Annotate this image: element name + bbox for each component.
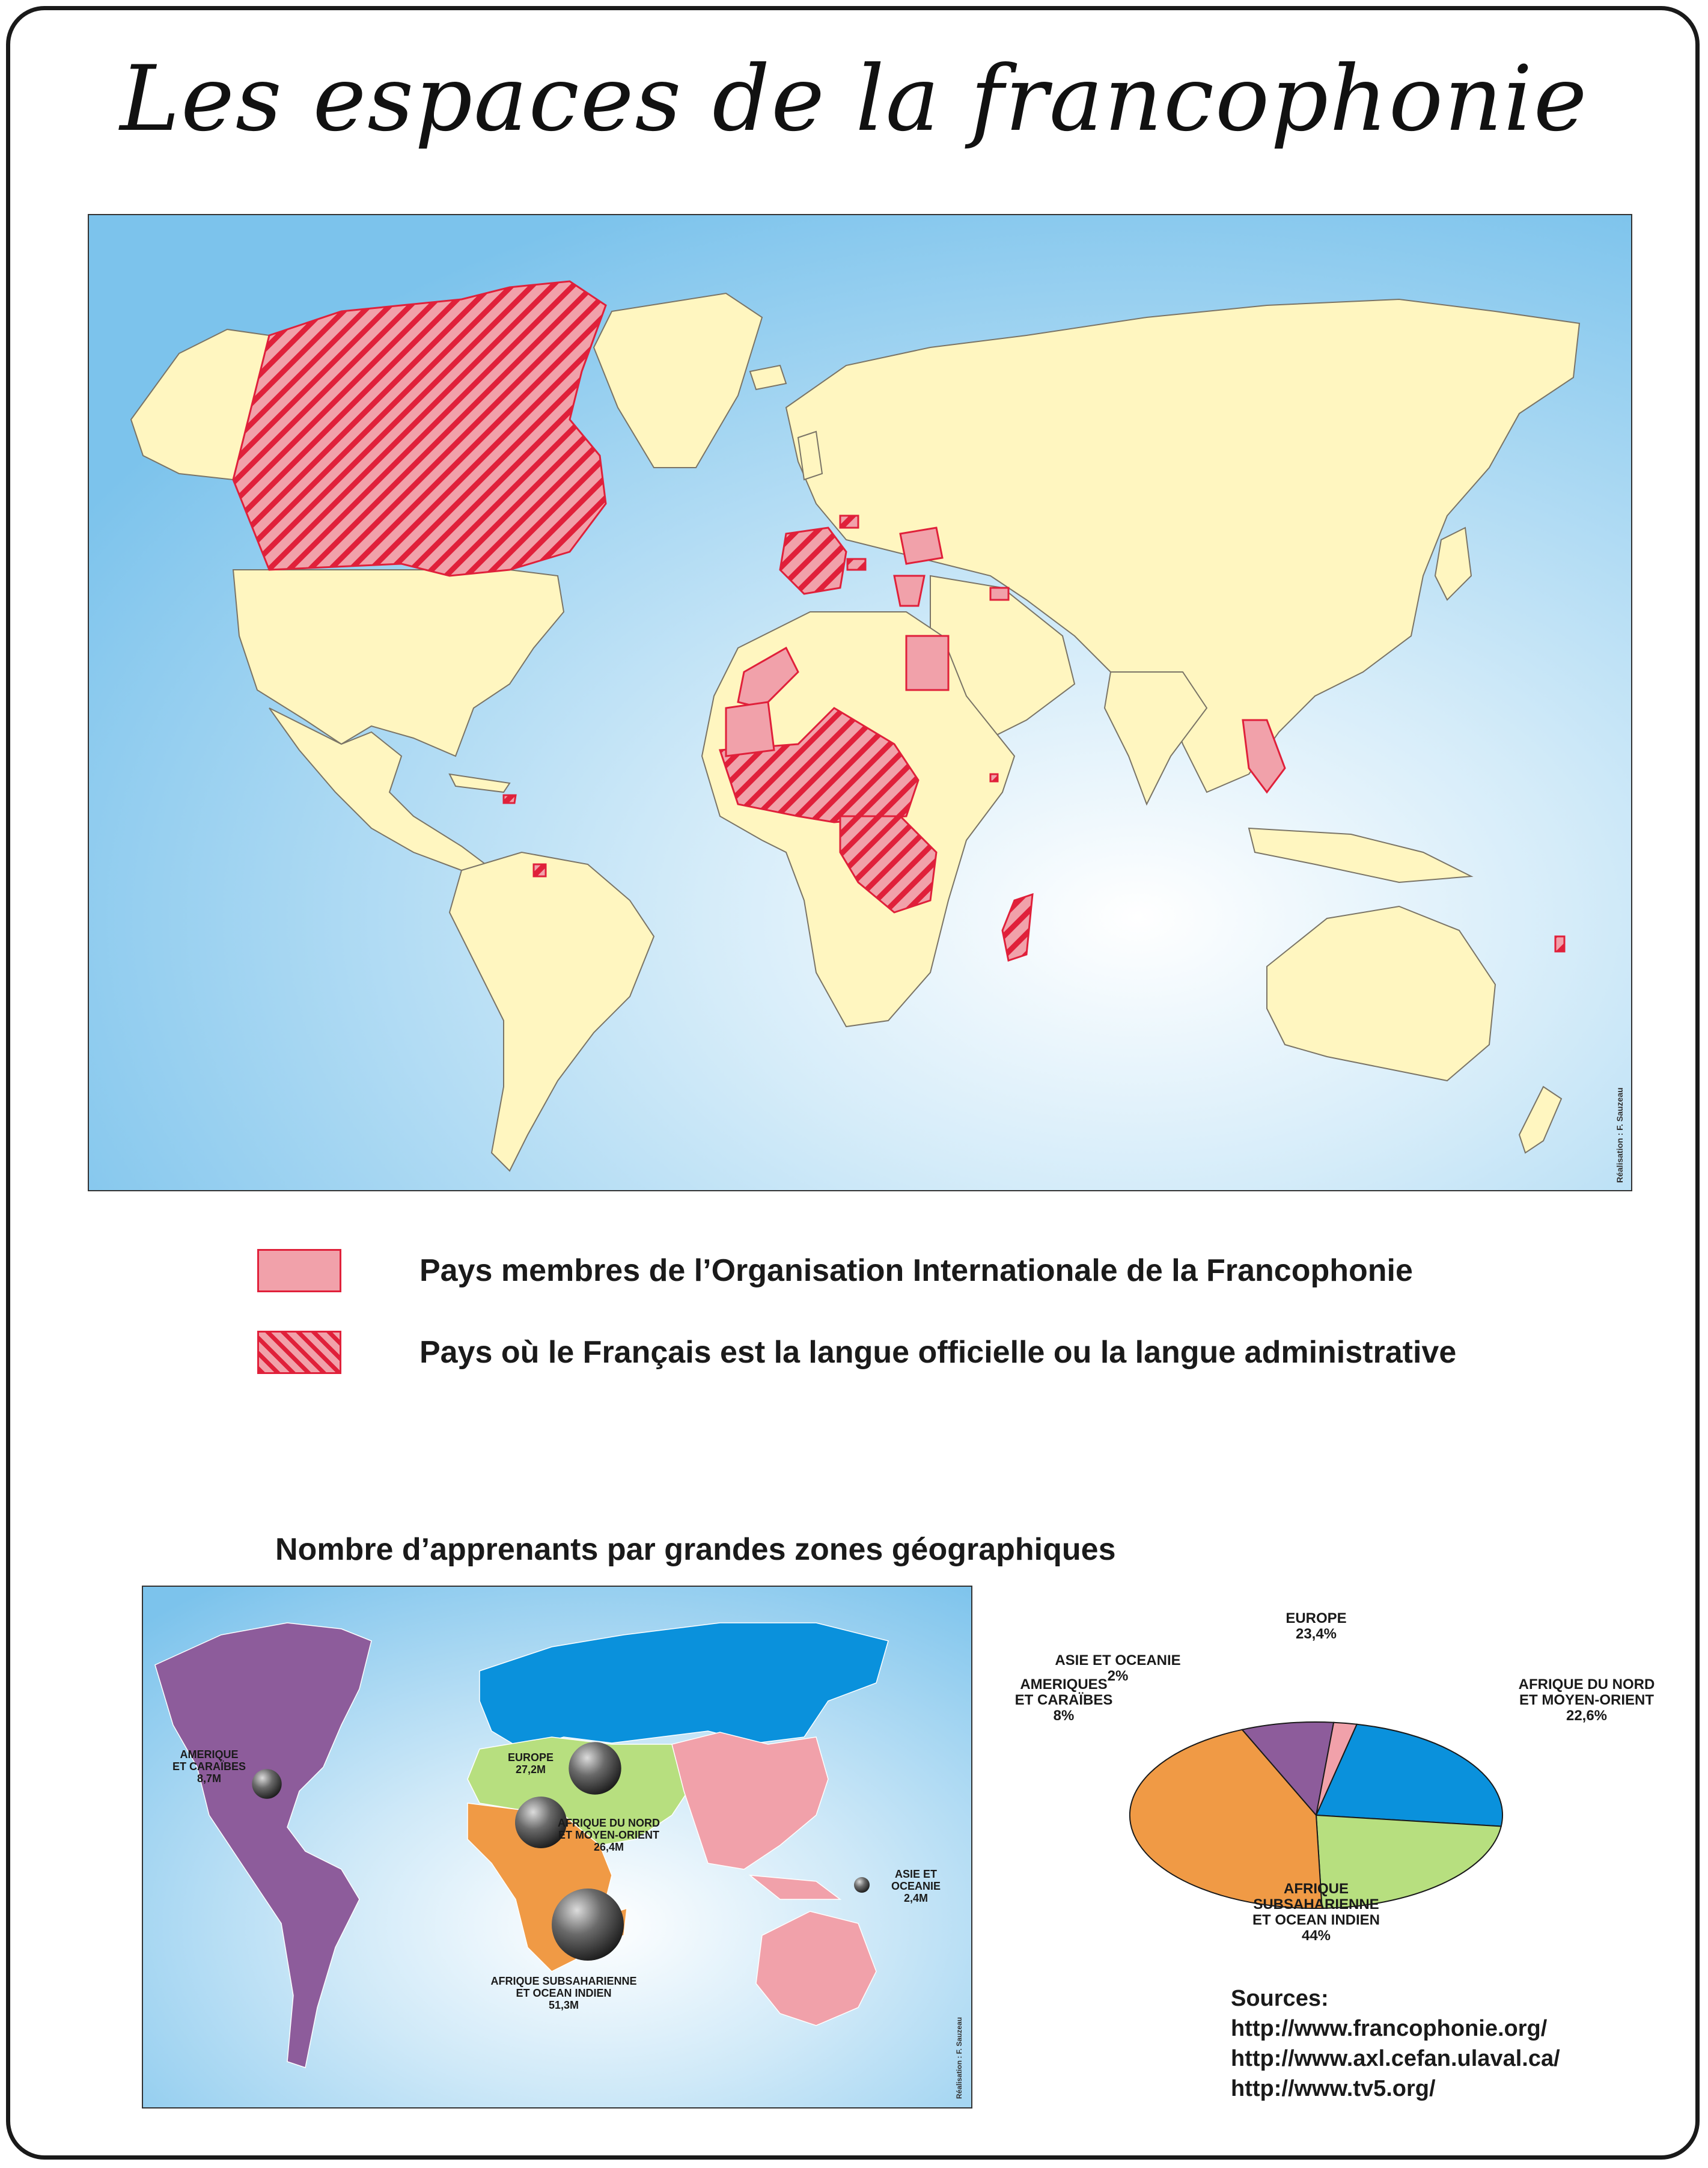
asia-value: 2,4M xyxy=(903,1892,929,1904)
americas-label-1: AMERIQUE xyxy=(180,1748,239,1760)
greece-shape xyxy=(894,576,924,606)
guiana-shape xyxy=(534,864,546,876)
pie-label-1-0: AFRIQUE DU NORD xyxy=(1518,1676,1655,1693)
asia-label-1: ASIE ET xyxy=(894,1868,938,1880)
legend-row-oif xyxy=(257,1249,1413,1292)
subsaharan-learners-bubble xyxy=(552,1889,624,1961)
subsaharan-value: 51,3M xyxy=(548,1999,579,2011)
sources-heading: Sources: xyxy=(1231,1986,1329,2011)
pie-label-3-1: ET CARAÏBES xyxy=(1014,1692,1113,1708)
europe-value: 27,2M xyxy=(515,1763,546,1776)
learners-map-credit: Réalisation : F. Sauzeau xyxy=(955,2017,963,2099)
north-africa-label-1: AFRIQUE DU NORD xyxy=(558,1817,660,1829)
romania-shape xyxy=(900,528,942,564)
pie-label-2-3: 44% xyxy=(1301,1928,1331,1944)
subsaharan-label-1: AFRIQUE SUBSAHARIENNE xyxy=(490,1975,637,1987)
world-map xyxy=(88,214,1632,1191)
learners-map xyxy=(142,1586,972,2108)
americas-learners-bubble xyxy=(252,1769,281,1798)
legend-swatch-official xyxy=(257,1331,341,1374)
pie-label-4-0: ASIE ET OCEANIE xyxy=(1055,1652,1181,1669)
page-title: Les espaces de la francophonie xyxy=(120,47,1588,151)
asia-learners-bubble xyxy=(854,1877,870,1893)
vanuatu-shape xyxy=(1555,936,1564,951)
europe-learners-bubble xyxy=(569,1742,621,1794)
americas-label-2: ET CARAÏBES xyxy=(172,1760,246,1773)
legend-label-official: Pays où le Français est la langue officielle ou la langue administrative xyxy=(419,1335,1457,1370)
pie-label-3-0: AMERIQUES xyxy=(1020,1676,1108,1693)
pie-label-2-1: SUBSAHARIENNE xyxy=(1253,1896,1379,1913)
subsaharan-label-2: ET OCEAN INDIEN xyxy=(516,1987,612,1999)
north-africa-label-2: ET MOYEN-ORIENT xyxy=(558,1829,660,1841)
legend-label-oif: Pays membres de l’Organisation Internationale de la Francophonie xyxy=(419,1253,1413,1288)
map-credit: Réalisation : F. Sauzeau xyxy=(1615,1087,1624,1183)
pie-label-0-0: EUROPE xyxy=(1286,1610,1347,1626)
learners-title: Nombre d’apprenants par grandes zones géographiques xyxy=(275,1532,1116,1567)
legend-row-official xyxy=(257,1331,1456,1374)
pie-label-0-1: 23,4% xyxy=(1295,1626,1337,1642)
sources-block xyxy=(1231,1983,1560,2104)
haiti-shape xyxy=(504,795,516,803)
learners-pie-chart xyxy=(986,1599,1677,1944)
north-africa-value: 26,4M xyxy=(593,1841,624,1853)
americas-value: 8,7M xyxy=(197,1773,222,1785)
source-link-tv5[interactable]: http://www.tv5.org/ xyxy=(1231,2076,1436,2101)
djibouti-shape xyxy=(990,774,998,781)
europe-label-1: EUROPE xyxy=(507,1751,554,1763)
pie-label-2-0: AFRIQUE xyxy=(1284,1881,1349,1897)
legend-swatch-oif xyxy=(257,1249,341,1292)
lebanon-shape xyxy=(990,588,1008,600)
pie-label-1-1: ET MOYEN-ORIENT xyxy=(1519,1692,1655,1708)
pie-label-2-2: ET OCEAN INDIEN xyxy=(1252,1912,1380,1928)
pie-label-3-2: 8% xyxy=(1053,1708,1075,1724)
pie-label-1-2: 22,6% xyxy=(1566,1708,1608,1724)
pie-label-4-1: 2% xyxy=(1107,1668,1129,1684)
mauritania-shape xyxy=(726,702,774,756)
asia-label-2: OCEANIE xyxy=(891,1880,941,1892)
source-link-cefan[interactable]: http://www.axl.cefan.ulaval.ca/ xyxy=(1231,2046,1560,2071)
belgium-shape xyxy=(840,516,858,528)
source-link-francophonie[interactable]: http://www.francophonie.org/ xyxy=(1231,2016,1548,2041)
egypt-shape xyxy=(906,636,948,690)
switzerland-shape xyxy=(847,559,865,570)
